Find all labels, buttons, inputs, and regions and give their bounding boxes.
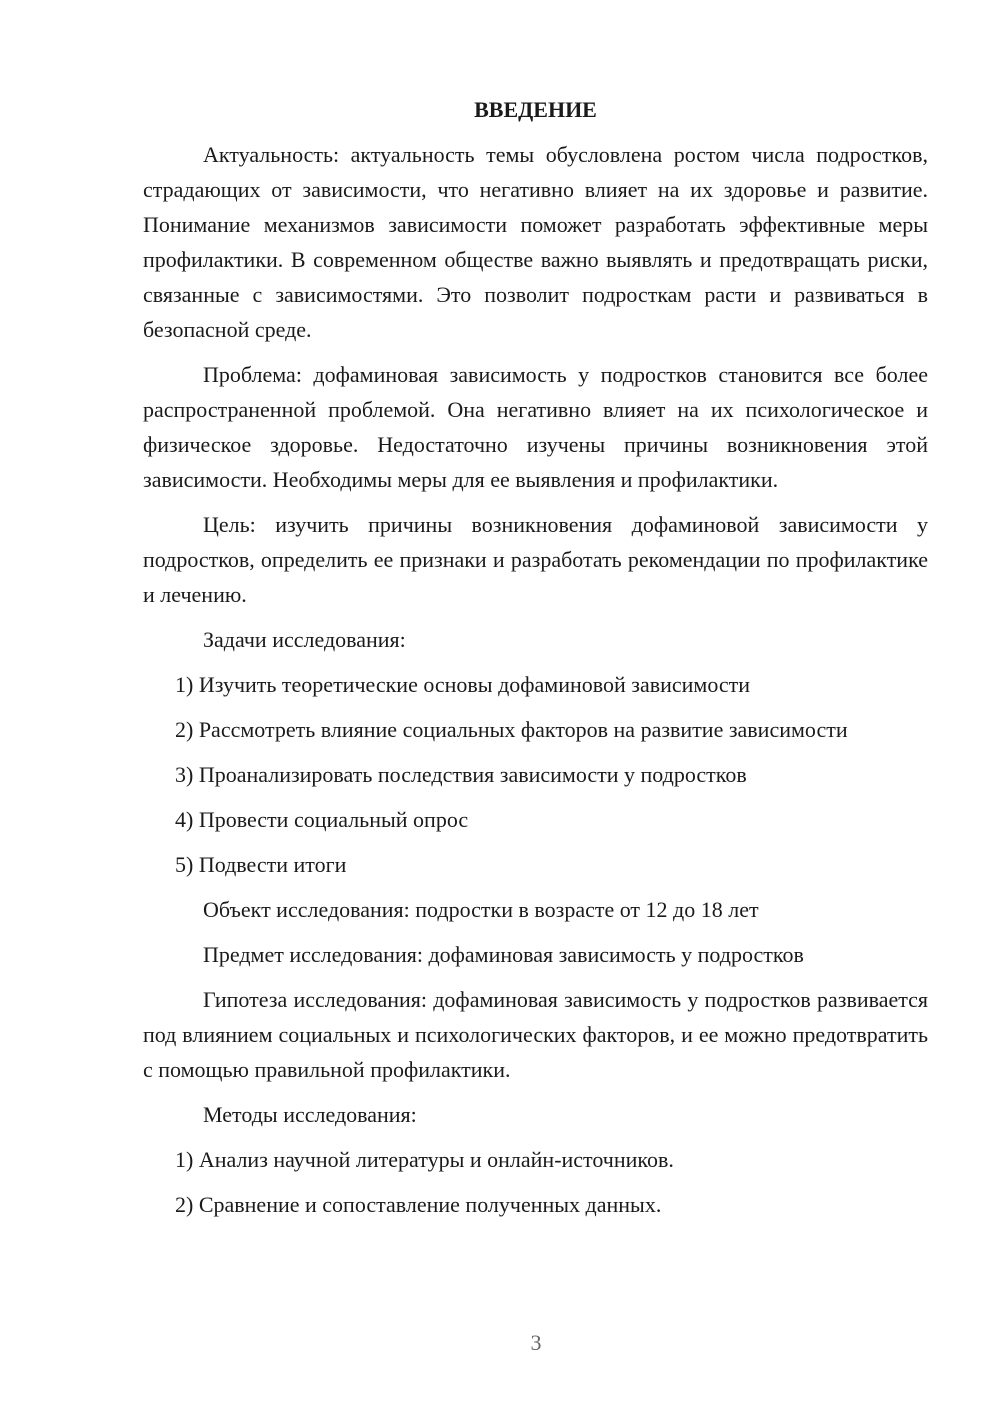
task-item: 5) Подвести итоги [175,852,347,877]
tasks-title: Задачи исследования: [203,627,406,652]
task-item: 1) Изучить теоретические основы дофаминовой зависимости [175,672,751,697]
task-item: 3) Проанализировать последствия зависимости у подростков [175,762,747,787]
methods-title: Методы исследования: [203,1102,417,1127]
method-item: 2) Сравнение и сопоставление полученных данных. [175,1192,662,1217]
goal-paragraph: Цель: изучить причины возникновения дофаминовой зависимости у подростков, определить ее признаки и разработать рекомендации по профилактике и лечению. [143,512,928,607]
section-heading: ВВЕДЕНИЕ [474,97,597,122]
task-item: 4) Провести социальный опрос [175,807,469,832]
page-content [143,92,928,1232]
problem-paragraph: Проблема: дофаминовая зависимость у подростков становится все более распространенной проблемой. Она негативно влияет на их психологическое и физическое здоровье. Недостаточно изучены причины возникновения этой зависимости. Необходимы меры для ее выявления и профилактики. [143,362,928,492]
method-item: 1) Анализ научной литературы и онлайн-источников. [175,1147,674,1172]
page-number: 3 [530,1330,542,1355]
research-subject: Предмет исследования: дофаминовая зависимость у подростков [203,942,804,967]
research-object: Объект исследования: подростки в возрасте от 12 до 18 лет [203,897,759,922]
task-item: 2) Рассмотреть влияние социальных факторов на развитие зависимости [175,717,848,742]
hypothesis-paragraph: Гипотеза исследования: дофаминовая зависимость у подростков развивается под влиянием социальных и психологических факторов, и ее можно предотвратить с помощью правильной профилактики. [143,987,928,1082]
relevance-paragraph: Актуальность: актуальность темы обусловлена ростом числа подростков, страдающих от зависимости, что негативно влияет на их здоровье и развитие. Понимание механизмов зависимости поможет разработать эффективные меры профилактики. В современном обществе важно выявлять и предотвращать риски, связанные с зависимостями. Это позволит подросткам расти и развиваться в безопасной среде. [143,142,928,342]
